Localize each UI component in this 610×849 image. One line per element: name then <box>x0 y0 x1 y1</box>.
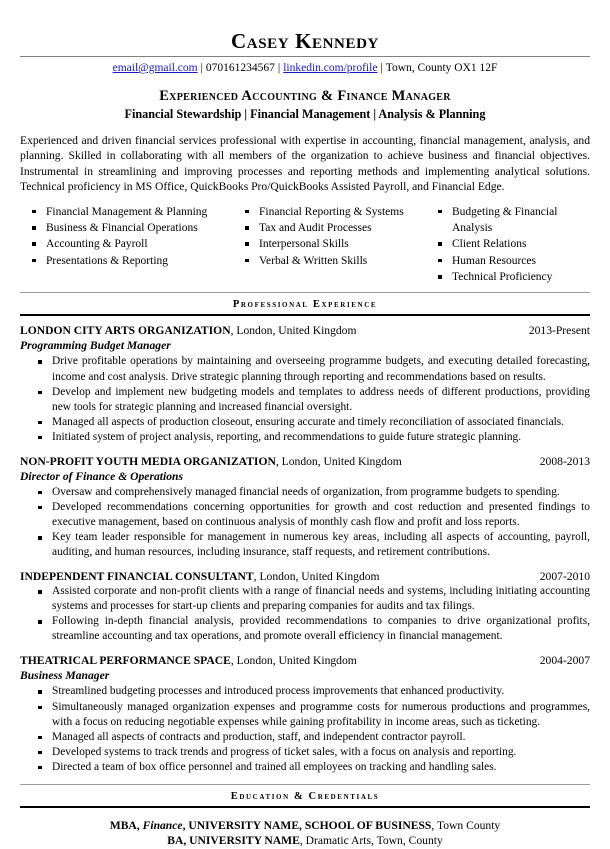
job-dates: 2004-2007 <box>539 654 590 668</box>
skill-item: Financial Reporting & Systems <box>237 204 430 220</box>
skills-column-2 <box>237 204 430 286</box>
job-organization: INDEPENDENT FINANCIAL CONSULTANT <box>20 570 254 584</box>
section-header-education <box>20 784 590 808</box>
professional-subheadline: Financial Stewardship | Financial Management | Analysis & Planning <box>124 106 486 121</box>
section-title-text: Professional Experience <box>232 299 378 311</box>
job-bullet-list <box>20 354 590 444</box>
section-title-text: Education & Credentials <box>230 790 380 802</box>
job-title: Programming Budget Manager <box>20 339 171 353</box>
phone-text: 070161234567 <box>205 62 275 75</box>
job-org-line <box>20 454 402 469</box>
job-org-line <box>20 653 357 668</box>
skill-item: Human Resources <box>430 253 590 269</box>
job-header <box>20 653 590 668</box>
candidate-name: Casey Kennedy <box>231 29 379 53</box>
job-organization: LONDON CITY ARTS ORGANIZATION <box>20 324 231 338</box>
education-institution: UNIVERSITY NAME <box>186 834 300 848</box>
job-bullet: Directed a team of box office personnel and trained all employees on tracking and handling sales. <box>20 760 590 775</box>
resume-header <box>20 30 590 122</box>
contact-separator-1: | <box>200 62 203 75</box>
professional-summary: Experienced and driven financial services professional with expertise in accounting, financial management, analysis, and planning. Skilled in collaborating with all members of the organization to achieve business and financial objectives. Instrumental in streamlining and improving processes and reporting methods and implementing analytical solutions. Technical proficiency in MS Office, QuickBooks Pro/QuickBooks Assisted Payroll, and Financial Edge. <box>20 134 590 194</box>
job-entry <box>20 323 590 444</box>
job-bullet-list <box>20 584 590 644</box>
job-bullet: Managed all aspects of production closeout, ensuring accurate and timely reconciliation of associated financials. <box>20 415 590 430</box>
location-text: Town, County OX1 12F <box>385 62 498 75</box>
job-bullet: Developed systems to track trends and progress of ticket sales, with a focus on analysis and reporting. <box>20 745 590 760</box>
job-dates: 2013-Present <box>528 324 590 338</box>
education-entry <box>20 833 590 849</box>
job-dates: 2008-2013 <box>539 454 590 468</box>
job-location: , London, United Kingdom <box>230 654 357 668</box>
education-place: , Town County <box>431 818 501 832</box>
skill-item: Budgeting & Financial Analysis <box>430 204 590 237</box>
skill-item: Presentations & Reporting <box>24 253 237 269</box>
job-location: , London, United Kingdom <box>253 570 380 584</box>
job-header <box>20 454 590 469</box>
skills-column-1 <box>24 204 237 286</box>
job-bullet: Initiated system of project analysis, reporting, and recommendations to guide future strategic planning. <box>20 430 590 445</box>
job-bullet: Develop and implement new budgeting models and templates to address needs of different productions, providing new tools for strategic planning and increased financial oversight. <box>20 385 590 415</box>
job-org-line <box>20 569 380 584</box>
job-title: Business Manager <box>20 669 110 683</box>
job-bullet: Simultaneously managed organization expenses and programme costs for numerous productions and programmes, with a focus on reducing negotiable expenses while gaining profitability in income areas, such as ticketing. <box>20 700 590 730</box>
skill-item: Business & Financial Operations <box>24 220 237 236</box>
section-header-experience <box>20 292 590 316</box>
skills-column-3 <box>430 204 590 286</box>
education-degree: BA, <box>167 834 187 848</box>
education-degree: MBA, <box>109 818 140 832</box>
job-bullet: Following in-depth financial analysis, provided recommendations to companies to drive organizational profits, streamline accounting and tax operations, and promote overall efficiency in financial management. <box>20 614 590 644</box>
professional-headline: Experienced Accounting & Finance Manager <box>159 88 451 105</box>
job-bullet: Managed all aspects of contracts and production, staff, and independent contractor payroll. <box>20 730 590 745</box>
education-entry <box>20 818 590 834</box>
job-location: , London, United Kingdom <box>230 324 357 338</box>
education-field: Finance <box>142 818 183 832</box>
education-list <box>20 818 590 849</box>
job-entry <box>20 653 590 774</box>
job-header <box>20 323 590 338</box>
job-location: , London, United Kingdom <box>275 454 402 468</box>
job-org-line <box>20 323 357 338</box>
job-dates: 2007-2010 <box>539 570 590 584</box>
job-bullet: Assisted corporate and non-profit clients with a range of financial needs and systems, including initiating accounting systems and processes for start-up clients and preparing companies for audits and tax filings. <box>20 584 590 614</box>
job-entry <box>20 454 590 560</box>
job-bullet: Streamlined budgeting processes and introduced process improvements that enhanced productivity. <box>20 684 590 699</box>
job-bullet-list <box>20 684 590 774</box>
skill-item: Tax and Audit Processes <box>237 220 430 236</box>
skill-item: Financial Management & Planning <box>24 204 237 220</box>
job-bullet: Drive profitable operations by maintaining and overseeing programme budgets, and executing detailed forecasting, income and cost analysis. Drive strategic planning through reporting and recommendations based on results. <box>20 354 590 384</box>
contact-line <box>20 61 590 75</box>
skill-item: Verbal & Written Skills <box>237 253 430 269</box>
skill-item: Accounting & Payroll <box>24 236 237 252</box>
skill-item: Technical Proficiency <box>430 269 590 285</box>
linkedin-link[interactable]: linkedin.com/profile <box>283 62 378 75</box>
contact-separator-3: | <box>380 62 383 75</box>
job-bullet: Oversaw and comprehensively managed financial needs of organization, from programme budgets to spending. <box>20 485 590 500</box>
job-header <box>20 569 590 584</box>
header-divider <box>20 56 590 57</box>
skill-item: Client Relations <box>430 236 590 252</box>
core-skills-grid <box>24 204 590 286</box>
education-institution: , UNIVERSITY NAME, SCHOOL OF BUSINESS <box>182 818 432 832</box>
job-organization: NON-PROFIT YOUTH MEDIA ORGANIZATION <box>20 454 276 468</box>
skill-item: Interpersonal Skills <box>237 236 430 252</box>
job-bullet: Developed recommendations concerning opportunities for growth and cost reduction and presented findings to executive management, based on continuous analysis of monthly cash flow and profit and loss reports. <box>20 500 590 530</box>
job-entry <box>20 569 590 644</box>
contact-separator-2: | <box>277 62 281 75</box>
job-title: Director of Finance & Operations <box>20 469 183 483</box>
education-place: , Dramatic Arts, Town, County <box>299 834 443 848</box>
email-link[interactable]: email@gmail.com <box>112 62 198 75</box>
job-bullet-list <box>20 485 590 560</box>
job-organization: THEATRICAL PERFORMANCE SPACE <box>20 654 231 668</box>
job-bullet: Key team leader responsible for management in numerous key areas, including all aspects of accounting, payroll, auditing, and human resources, including insurance, staff requests, and retirement contributions. <box>20 530 590 560</box>
